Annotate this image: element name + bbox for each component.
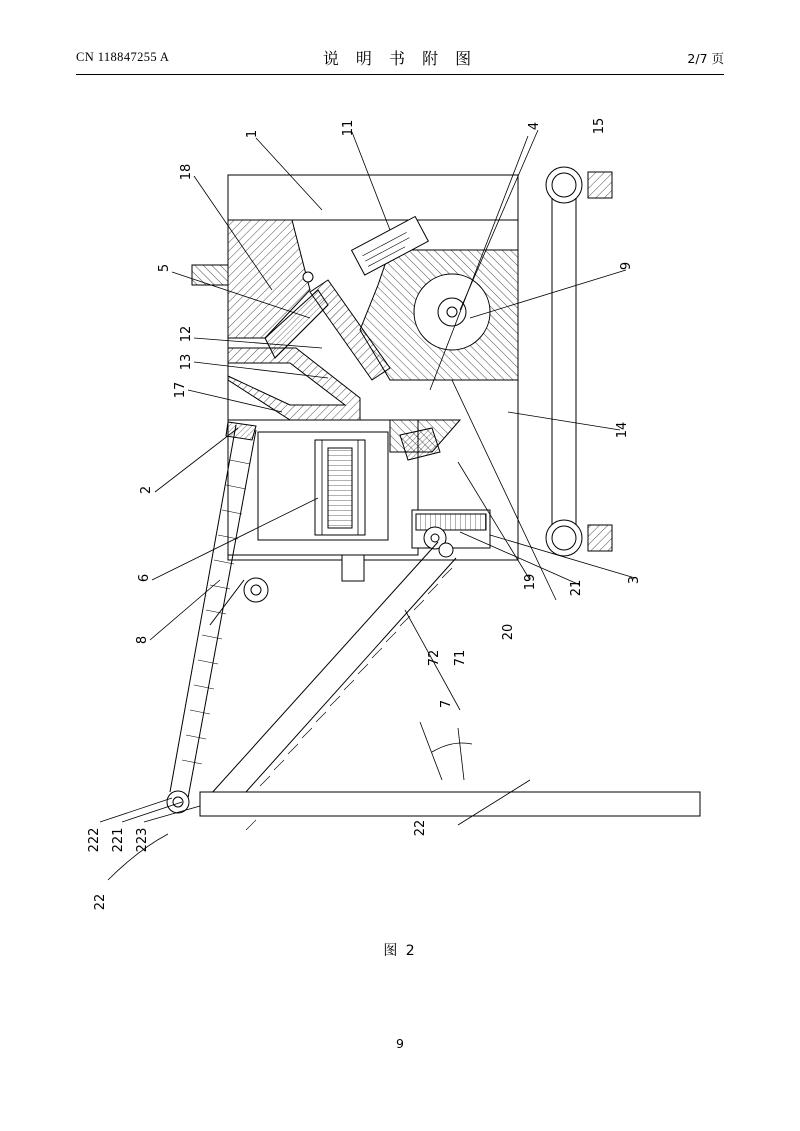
callout-2: 2 (139, 485, 154, 495)
figure-caption: 图 2 (383, 943, 417, 959)
callout-18: 19 (523, 573, 538, 591)
callout-1: 1 (245, 129, 260, 139)
callout-71: 71 (453, 649, 468, 667)
page-number: 9 (396, 1036, 404, 1051)
callout-5: 5 (157, 263, 172, 273)
callout-19: 20 (501, 623, 516, 641)
callout-22: 22 (93, 893, 108, 911)
publication-number: CN 118847255 A (76, 50, 170, 64)
callout-11: 11 (341, 119, 356, 137)
callout-13: 13 (179, 353, 194, 371)
callout-4: 4 (527, 121, 542, 131)
page-header (76, 46, 724, 76)
callout-17: 18 (179, 163, 194, 181)
callout-21: 22 (413, 819, 428, 837)
callout-223: 223 (135, 827, 150, 853)
figure-svg (60, 80, 740, 940)
callout-16: 17 (173, 381, 188, 399)
callout-6: 6 (137, 573, 152, 583)
callout-20: 21 (569, 579, 584, 597)
callout-14: 14 (615, 421, 630, 439)
document-title: 说 明 书 附 图 (322, 49, 478, 68)
callout-72: 72 (427, 649, 442, 667)
callout-9: 9 (619, 261, 634, 271)
page-indicator: 2/7 页 (687, 51, 724, 66)
callout-15: 15 (592, 117, 607, 135)
callout-221: 221 (111, 827, 126, 853)
figure-2-drawing (60, 80, 740, 940)
callout-12: 12 (179, 325, 194, 343)
callout-3: 3 (627, 575, 642, 585)
callout-222: 222 (87, 827, 102, 853)
callout-8: 8 (135, 635, 150, 645)
conveyor-track (546, 167, 612, 556)
header-divider (76, 74, 724, 75)
callout-7: 7 (439, 699, 454, 709)
